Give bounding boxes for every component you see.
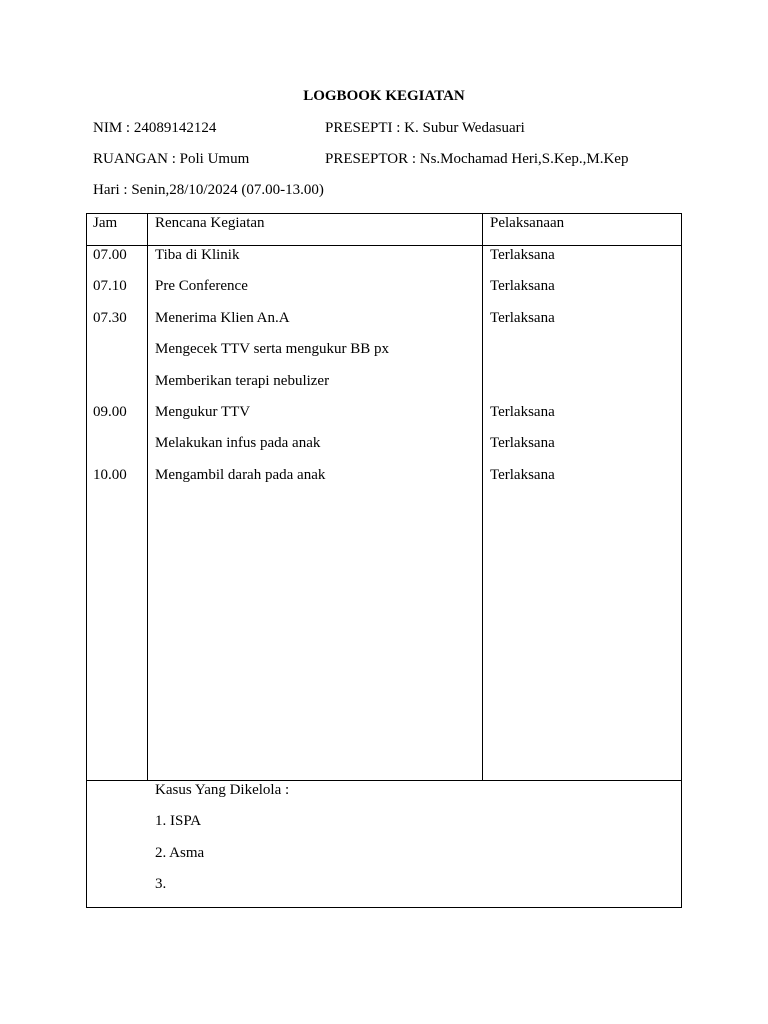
row-kegiatan: Mengambil darah pada anak — [155, 467, 326, 483]
header-rencana-kegiatan: Rencana Kegiatan — [155, 215, 265, 231]
row-pelaksanaan: Terlaksana — [490, 404, 555, 420]
page-title: LOGBOOK KEGIATAN — [303, 88, 465, 104]
row-pelaksanaan: Terlaksana — [490, 310, 555, 326]
row-pelaksanaan: Terlaksana — [490, 278, 555, 294]
row-kegiatan: Mengecek TTV serta mengukur BB px — [155, 341, 389, 357]
row-kegiatan: Memberikan terapi nebulizer — [155, 373, 330, 389]
row-jam: 09.00 — [93, 404, 127, 420]
row-jam: 10.00 — [93, 467, 127, 483]
row-kegiatan: Menerima Klien An.A — [155, 310, 290, 326]
header-pelaksanaan: Pelaksanaan — [490, 215, 565, 231]
kasus-item: 3. — [155, 876, 167, 892]
nim-field: NIM : 24089142124 — [93, 120, 217, 136]
preseptor-field: PRESEPTOR : Ns.Mochamad Heri,S.Kep.,M.Kep — [325, 151, 629, 167]
ruangan-field: RUANGAN : Poli Umum — [93, 151, 250, 167]
row-kegiatan: Mengukur TTV — [155, 404, 251, 420]
hari-field: Hari : Senin,28/10/2024 (07.00-13.00) — [93, 182, 324, 198]
row-pelaksanaan: Terlaksana — [490, 435, 555, 451]
kasus-item: 1. ISPA — [155, 813, 202, 829]
kasus-label: Kasus Yang Dikelola : — [155, 782, 290, 798]
row-pelaksanaan: Terlaksana — [490, 467, 555, 483]
row-kegiatan: Melakukan infus pada anak — [155, 435, 321, 451]
kasus-item: 2. Asma — [155, 845, 205, 861]
row-pelaksanaan: Terlaksana — [490, 247, 555, 263]
row-jam: 07.30 — [93, 310, 127, 326]
row-jam: 07.10 — [93, 278, 127, 294]
presepti-field: PRESEPTI : K. Subur Wedasuari — [325, 120, 525, 136]
row-kegiatan: Tiba di Klinik — [155, 247, 240, 263]
column-divider-1 — [147, 213, 148, 781]
column-divider-2 — [482, 213, 483, 781]
header-jam: Jam — [93, 215, 118, 231]
row-kegiatan: Pre Conference — [155, 278, 248, 294]
row-jam: 07.00 — [93, 247, 127, 263]
